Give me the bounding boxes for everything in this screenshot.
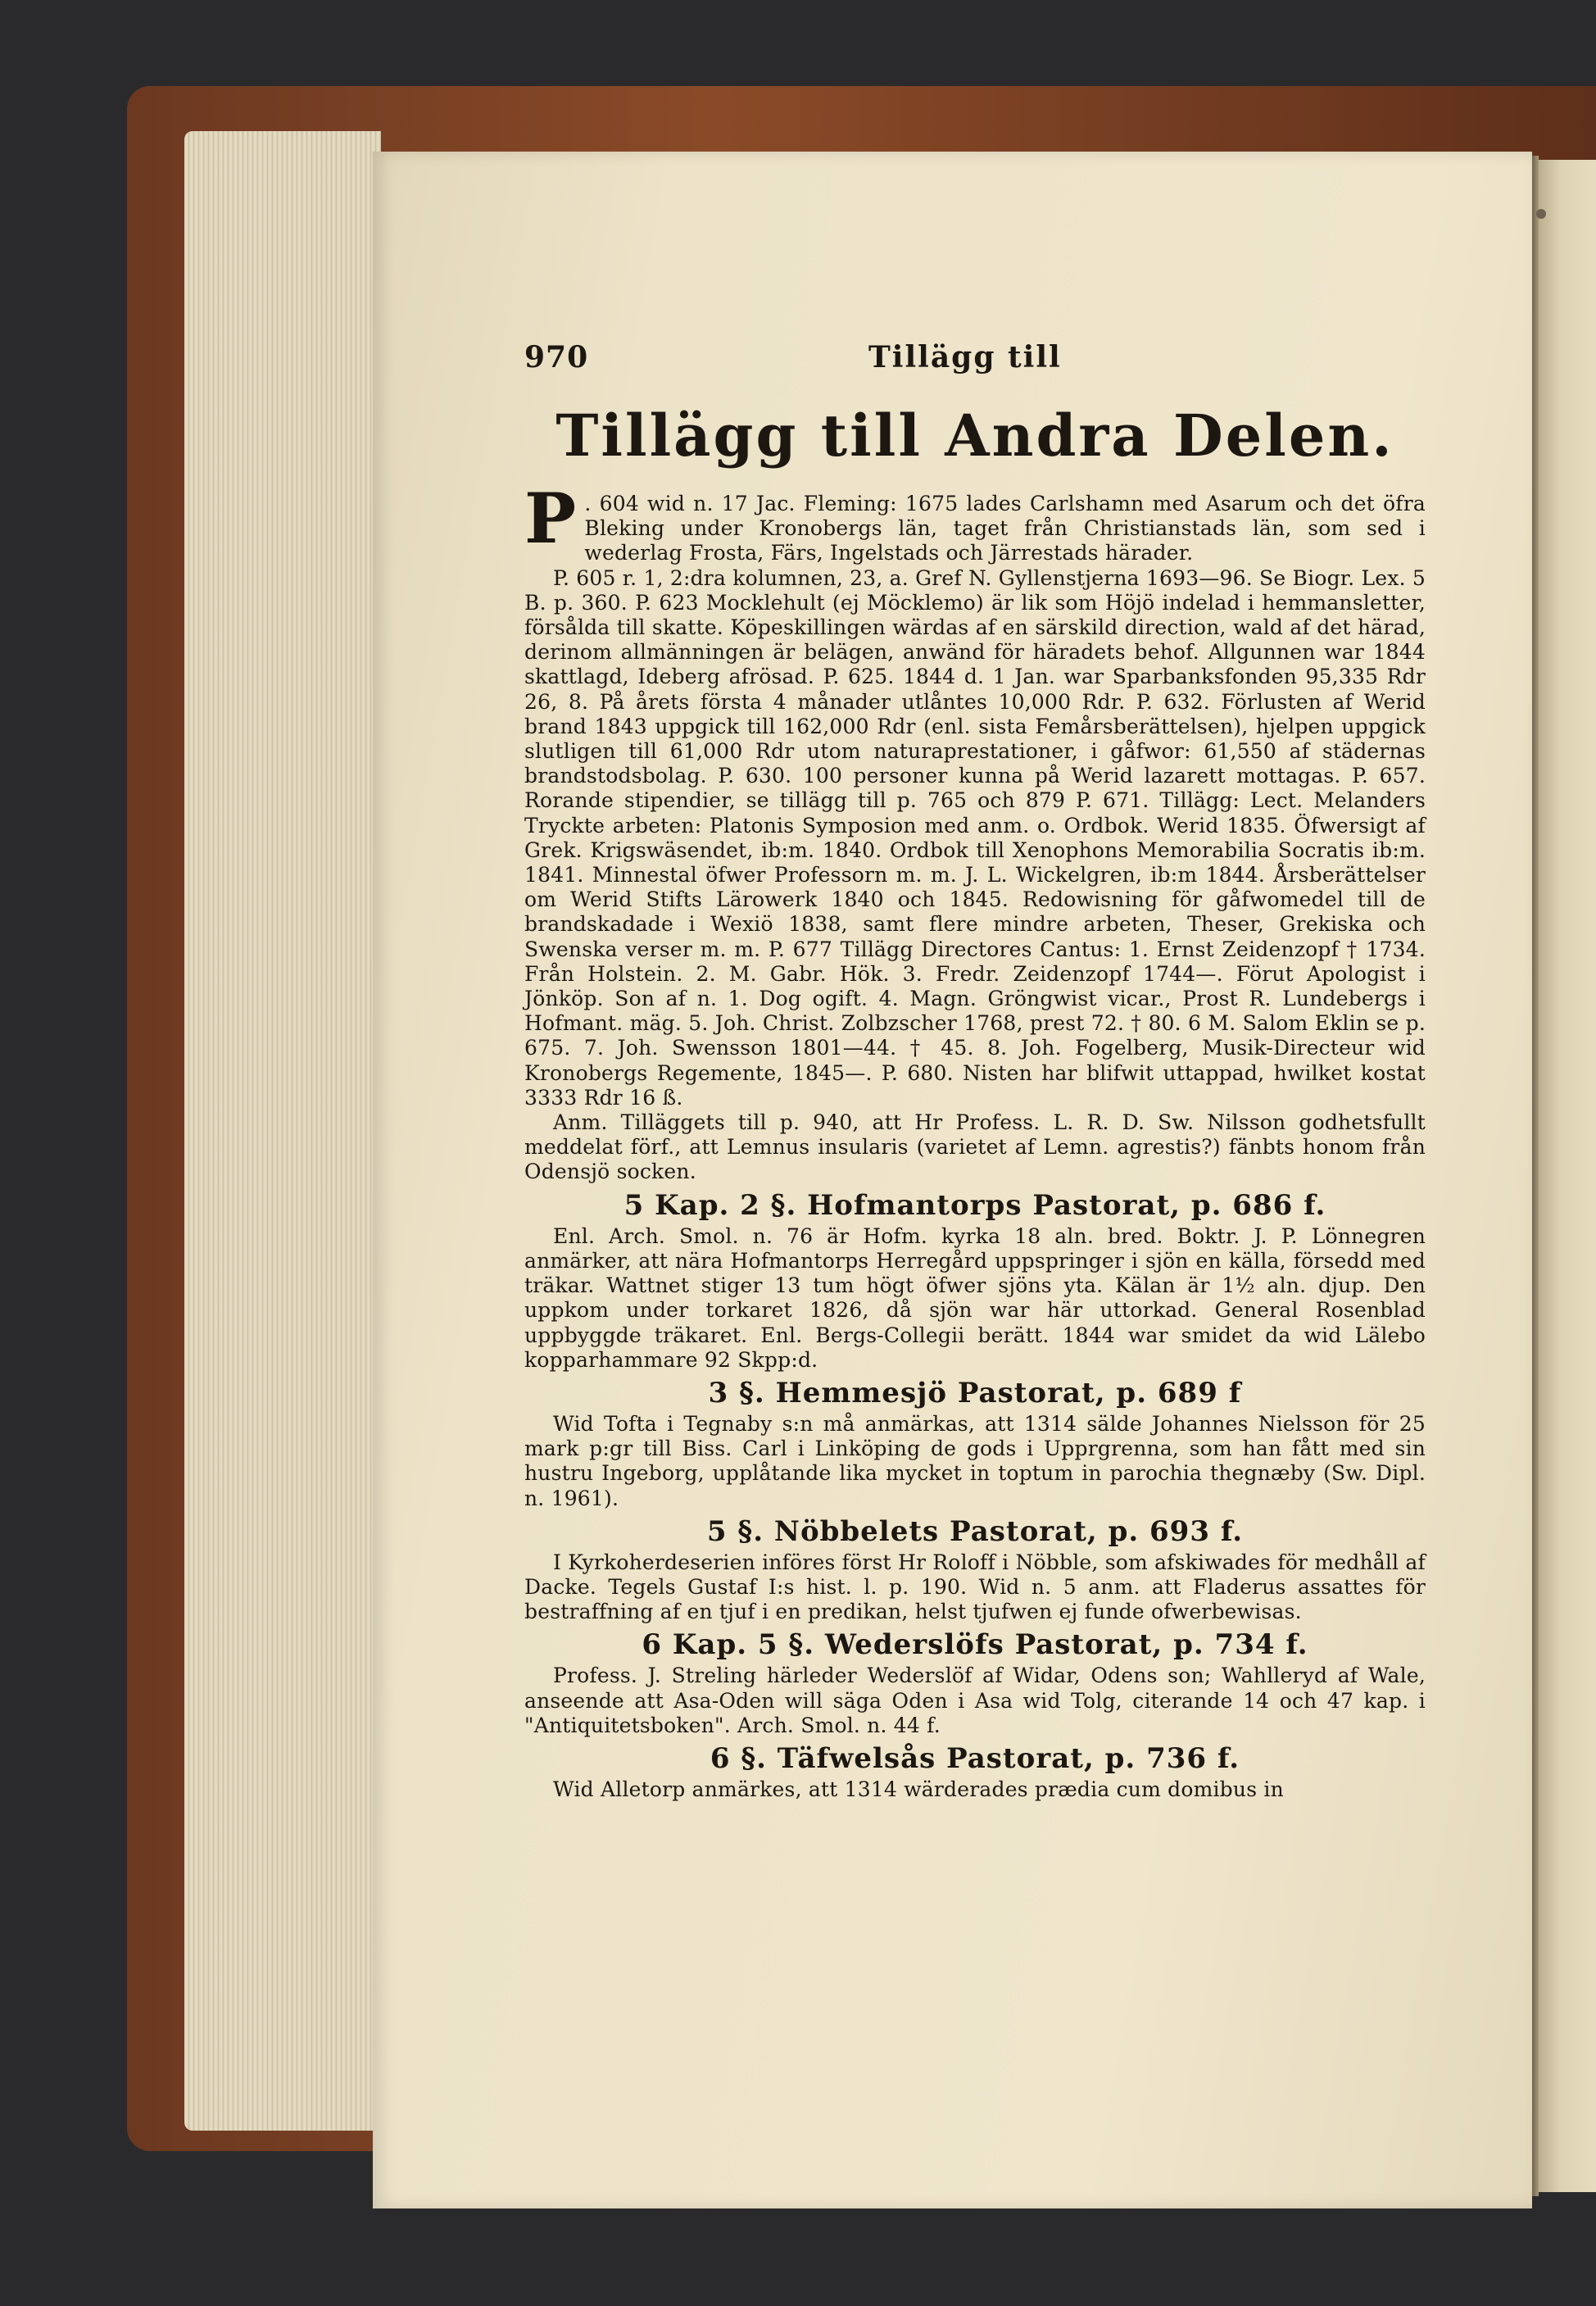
paragraph-tafwelsas: Wid Alletorp anmärkes, att 1314 wärderades prædia cum domibus in <box>553 1777 1284 1801</box>
running-head <box>524 340 1426 381</box>
page-content <box>524 340 1426 1802</box>
paragraph-anm: Anm. Tilläggets till p. 940, att Hr Profess. L. R. D. Sw. Nilsson godhetsfullt meddelat förf., att Lemnus insularis (varietet af Lemn. agrestis?) fänbts honom från Odensjö socken. <box>524 1110 1426 1184</box>
paragraph-hemmesjo: Wid Tofta i Tegnaby s:n må anmärkas, att 1314 sälde Johannes Nielsson för 25 mark p:gr till Biss. Carl i Linköping de gods i Upprgrenna, som han fått med sin hustru Ingeborg, upplåtande lika mycket in toptum in parochia thegnæby (Sw. Dipl. n. 1961). <box>524 1411 1426 1510</box>
paragraph-nobbelet: I Kyrkoherdeserien införes först Hr Roloff i Nöbble, som afskiwades för medhåll af Dacke. Tegels Gustaf I:s hist. l. p. 190. Wid n. 5 anm. att Fladerus assattes för bestraffning af en tjuf i en predikan, helst tjufwen ej funde ofwerbewisas. <box>524 1550 1426 1624</box>
dropcap: P <box>524 478 577 559</box>
paragraph-wederslof: Profess. J. Streling härleder Wederslöf af Widar, Odens son; Wahlleryd af Wale, anseende att Asa-Oden will säga Oden i Asa wid Tolg, citerande 14 och 47 kap. i "Antiquitetsboken". Arch. Smol. n. 44 f. <box>524 1664 1426 1737</box>
page-title: Tillägg till Andra Delen. <box>555 402 1394 470</box>
running-title: Tillägg till <box>868 340 1062 374</box>
book-page <box>373 152 1532 2208</box>
paragraph-text: . 604 wid n. 17 Jac. Fleming: 1675 lades Carlshamn med Asarum och det öfra Bleking under Kronobergs län, taget från Christianstads län, som sed i wederlag Frosta, Färs, Ingelstads och Järrestads härader. <box>584 492 1426 565</box>
ink-spot <box>1536 209 1546 219</box>
body-text <box>524 478 1426 1802</box>
paragraph-2: P. 605 r. 1, 2:dra kolumnen, 23, a. Gref N. Gyllenstjerna 1693—96. Se Biogr. Lex. 5 B. p. 360. P. 623 Mocklehult (ej Möcklemo) är lik som Höjö indelad i hemmansletter, försålda till skatte. Köpeskillingen wärdas af en särskild direction, wald af det härad, derinom allmänningen är belägen, anwänd för häradets behof. Allgunnen war 1844 skattlagd, Ideberg afrösad. P. 625. 1844 d. 1 Jan. war Sparbanksfonden 95,335 Rdr 26, 8. På årets första 4 månader utlåntes 10,000 Rdr. P. 632. Förlusten af Werid brand 1843 uppgick till 162,000 Rdr (enl. sista Femårsberättelsen), hjelpen uppgick slutligen till 61,000 Rdr utom naturaprestationer, i gåfwor: 61,550 af städernas brandstodsbolag. P. 630. 100 personer kunna på Werid lazarett mottagas. P. 657. Rorande stipendier, se tillägg till p. 765 och 879 P. 671. Tillägg: Lect. Melanders Tryckte arbeten: Platonis Symposion med anm. o. Ordbok. Werid 1835. Öfwersigt af Grek. Krigswäsendet, ib:m. 1840. Ordbok till Xenophons Memorabilia Socratis ib:m. 1841. Minnestal öfwer Professorn m. m. J. L. Wickelgren, ib:m 1844. Årsberättelser om Werid Stifts Lärowerk 1840 och 1845. Redowisning för gåfwomedel till de brandskadade i Wexiö 1838, samt flere mindre arbeten, Theser, Grekiska och Swenska verser m. m. P. 677 Tillägg Directores Cantus: 1. Ernst Zeidenzopf † 1734. Från Holstein. 2. M. Gabr. Hök. 3. Fredr. Zeidenzopf 1744—. Förut Apologist i Jönköp. Son af n. 1. Dog ogift. 4. Magn. Gröngwist vicar., Prost R. Lundebergs i Hofmant. mäg. 5. Joh. Christ. Zolbzscher 1768, prest 72. † 80. 6 M. Salom Eklin se p. 675. 7. Joh. Swensson 1801—44. † 45. 8. Joh. Fogelberg, Musik-Directeur wid Kronobergs Regemente, 1845—. P. 680. Nisten har blifwit uttappad, hwilket kostat 3333 Rdr 16 ß. <box>524 565 1426 1110</box>
section-heading: 6 §. Täfwelsås Pastorat, p. 736 f. <box>710 1741 1240 1775</box>
page-edges <box>184 131 381 2131</box>
section-heading: 5 Kap. 2 §. Hofmantorps Pastorat, p. 686 f. <box>623 1188 1326 1222</box>
paragraph-hofmantorp: Enl. Arch. Smol. n. 76 är Hofm. kyrka 18 aln. bred. Boktr. J. P. Lönnegren anmärker, att nära Hofmantorps Herregård uppspringer i sjön en källa, försedd med träkar. Wattnet stiger 13 tum högt öfwer sjöns yta. Kälan är 1½ aln. djup. Den uppkom under torkaret 1826, då sjön war här uttorkad. General Rosenblad uppbyggde träkaret. Enl. Bergs-Collegii berätt. 1844 war smidet da wid Lälebo kopparhammare 92 Skpp:d. <box>524 1223 1426 1372</box>
paragraph-1 <box>524 478 1426 566</box>
section-heading: 3 §. Hemmesjö Pastorat, p. 689 f <box>708 1376 1242 1409</box>
facing-page <box>1536 160 1596 2192</box>
section-heading: 6 Kap. 5 §. Wederslöfs Pastorat, p. 734 f. <box>642 1628 1308 1662</box>
section-heading: 5 §. Nöbbelets Pastorat, p. 693 f. <box>706 1514 1244 1548</box>
page-number: 970 <box>524 340 589 374</box>
